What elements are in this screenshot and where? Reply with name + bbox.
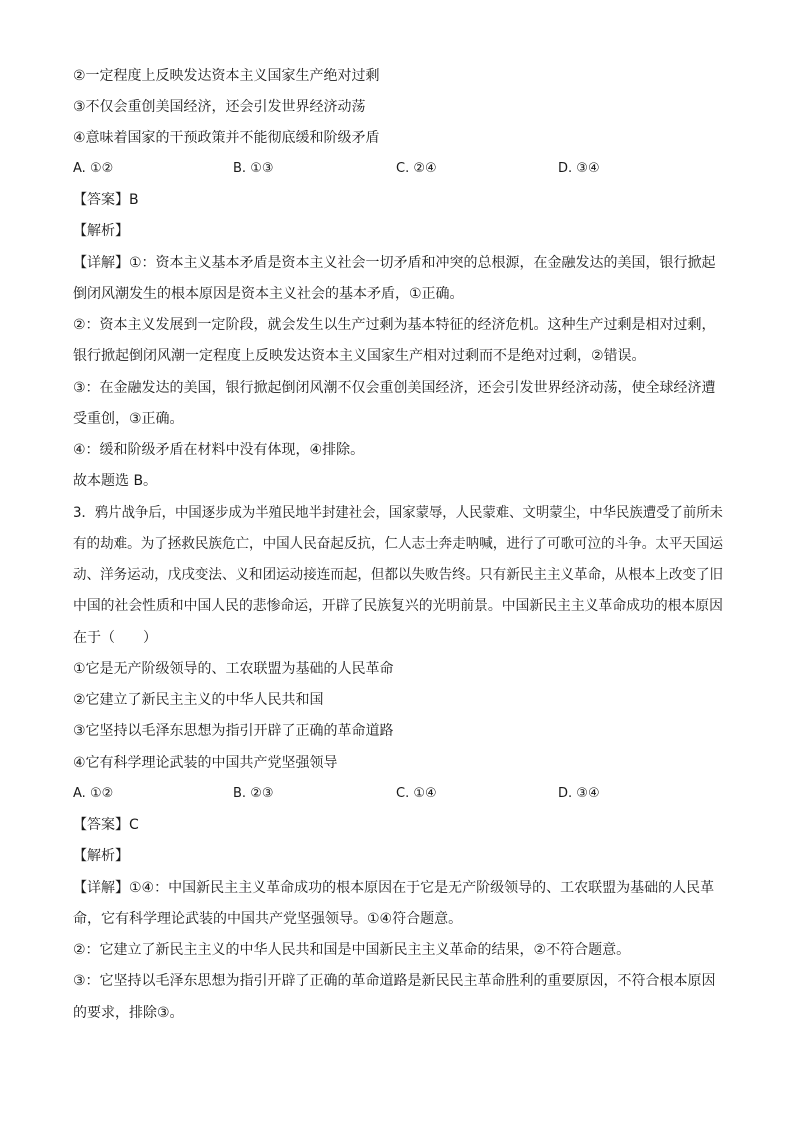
q2-detail-line: 【详解】①：资本主义基本矛盾是资本主义社会一切矛盾和冲突的总根源，在金融发达的美国，银行掀起 [73,255,716,271]
q3-statement-3: ③它坚持以毛泽东思想为指引开辟了正确的革命道路 [73,723,394,739]
q2-option-c: C. ②④ [396,161,437,176]
q2-option-b: B. ①③ [233,161,274,176]
q3-statement-4: ④它有科学理论武装的中国共产党坚强领导 [73,755,338,771]
q2-statement-2: ②一定程度上反映发达资本主义国家生产绝对过剩 [73,68,380,84]
q2-detail-line: 银行掀起倒闭风潮一定程度上反映发达资本主义国家生产相对过剩而不是绝对过剩，②错误。 [73,348,646,364]
q2-detail-line: ③：在金融发达的美国，银行掀起倒闭风潮不仅会重创美国经济，还会引发世界经济动荡，使全球经济遭 [73,380,716,396]
q2-detail-line: ②：资本主义发展到一定阶段，就会发生以生产过剩为基本特征的经济危机。这种生产过剩是相对过剩， [73,317,716,333]
q3-statement-1: ①它是无产阶级领导的、工农联盟为基础的人民革命 [73,661,394,677]
q2-option-a: A. ①② [73,161,114,176]
q3-option-a: A. ①② [73,786,114,801]
q2-detail-line: 倒闭风潮发生的根本原因是资本主义社会的基本矛盾，①正确。 [73,286,464,302]
q3-stem-line: 有的劫难。为了拯救民族危亡，中国人民奋起反抗，仁人志士奔走呐喊，进行了可歌可泣的斗争。太平天国运 [73,536,724,552]
q3-detail-line: 命，它有科学理论武装的中国共产党坚强领导。①④符合题意。 [73,911,463,927]
q3-detail-line: 的要求，排除③。 [73,1005,184,1021]
q2-analysis-heading: 【解析】 [73,223,129,239]
q3-detail-line: ②：它建立了新民主主义的中华人民共和国是中国新民主主义革命的结果，②不符合题意。 [73,942,631,958]
q3-stem-line: 在于（ ） [73,630,157,646]
q2-conclusion: 故本题选 B。 [73,473,158,489]
q3-stem-line: 动、洋务运动，戊戌变法、义和团运动接连而起，但都以失败告终。只有新民主主义革命，从根本上改变了旧 [73,567,724,583]
q3-stem-line: 3．鸦片战争后，中国逐步成为半殖民地半封建社会，国家蒙辱，人民蒙难、文明蒙尘，中华民族遭受了前所未 [73,505,723,521]
q2-statement-4: ④意味着国家的干预政策并不能彻底缓和阶级矛盾 [73,130,380,146]
q3-option-b: B. ②③ [233,786,274,801]
q3-detail-line: ③：它坚持以毛泽东思想为指引开辟了正确的革命道路是新民民主革命胜利的重要原因，不符合根本原因 [73,973,716,989]
q2-answer: 【答案】B [73,192,139,208]
q3-answer: 【答案】C [73,817,139,833]
q3-stem-line: 中国的社会性质和中国人民的悲惨命运，开辟了民族复兴的光明前景。中国新民主主义革命成功的根本原因 [73,598,723,614]
q3-statement-2: ②它建立了新民主主义的中华人民共和国 [73,692,324,708]
q3-analysis-heading: 【解析】 [73,848,129,864]
q2-option-d: D. ③④ [558,161,600,176]
q2-statement-3: ③不仅会重创美国经济，还会引发世界经济动荡 [73,99,366,115]
q3-option-c: C. ①④ [396,786,437,801]
q2-detail-line: ④：缓和阶级矛盾在材料中没有体现，④排除。 [73,442,365,458]
q3-option-d: D. ③④ [558,786,600,801]
q3-detail-line: 【详解】①④：中国新民主主义革命成功的根本原因在于它是无产阶级领导的、工农联盟为基础的人民革 [73,880,715,896]
q2-detail-line: 受重创，③正确。 [73,411,184,427]
